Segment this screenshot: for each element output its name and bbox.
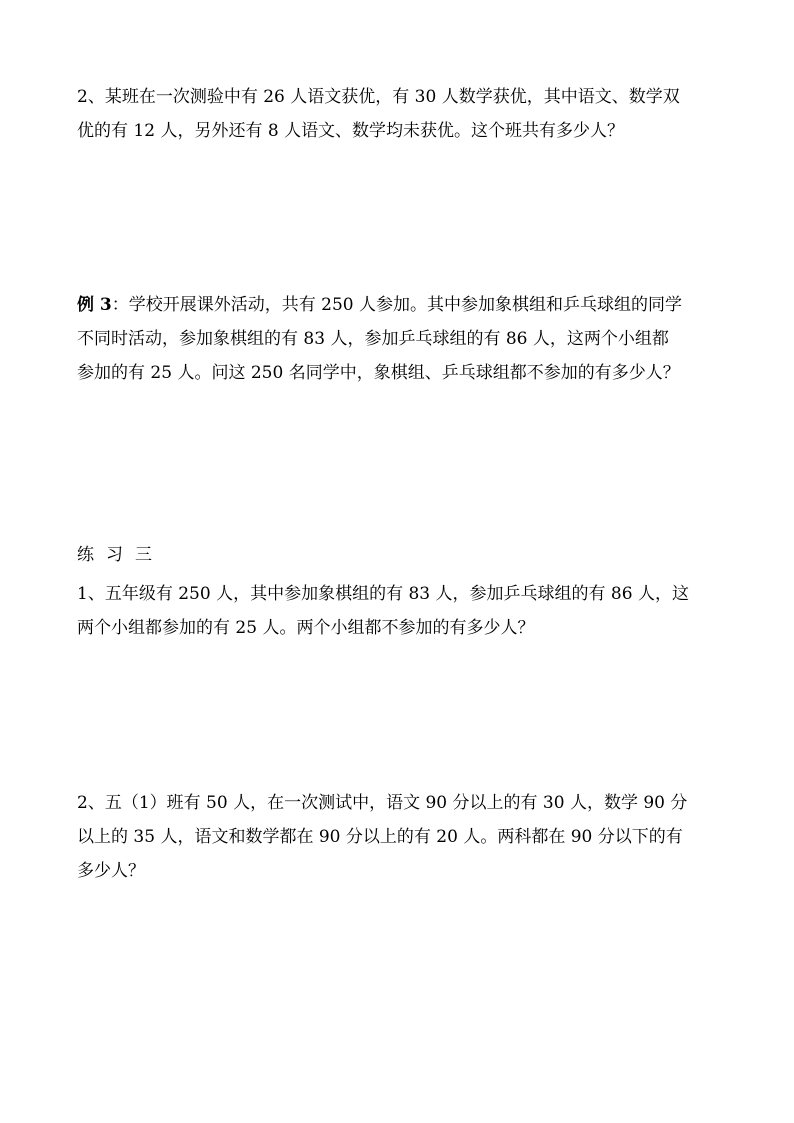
exercise-problem-1 <box>77 577 717 645</box>
example-3-label: 例 3 <box>77 295 112 315</box>
exercise-problem-2 <box>77 786 717 888</box>
exercise-problem-2-line-1: 2、五（1）班有 50 人，在一次测试中，语文 90 分以上的有 30 人，数学 90 分 <box>77 793 688 813</box>
exercise-problem-1-line-1: 1、五年级有 250 人，其中参加象棋组的有 83 人，参加乒乓球组的有 86 人，这 <box>77 584 689 604</box>
example-3-line-2: 不同时活动，参加象棋组的有 83 人，参加乒乓球组的有 86 人，这两个小组都 <box>77 329 669 349</box>
example-3 <box>77 288 717 390</box>
exercise-section-title: 练习三 <box>77 545 164 565</box>
example-3-line-1 <box>77 288 717 322</box>
problem-2-line-2: 优的有 12 人，另外还有 8 人语文、数学均未获优。这个班共有多少人？ <box>77 121 625 141</box>
exercise-problem-2-line-2: 以上的 35 人，语文和数学都在 90 分以上的有 20 人。两科都在 90 分以下的有 <box>77 827 683 847</box>
exercise-problem-2-line-3: 多少人？ <box>77 861 145 881</box>
problem-2-line-1: 2、某班在一次测验中有 26 人语文获优，有 30 人数学获优，其中语文、数学双 <box>77 87 680 107</box>
problem-2-previous <box>77 80 717 148</box>
example-3-line-3: 参加的有 25 人。问这 250 名同学中，象棋组、乒乓球组都不参加的有多少人？ <box>77 363 680 383</box>
exercise-problem-1-line-2: 两个小组都参加的有 25 人。两个小组都不参加的有多少人？ <box>77 618 535 638</box>
example-3-line-1-text: ：学校开展课外活动，共有 250 人参加。其中参加象棋组和乒乓球组的同学 <box>111 295 683 315</box>
